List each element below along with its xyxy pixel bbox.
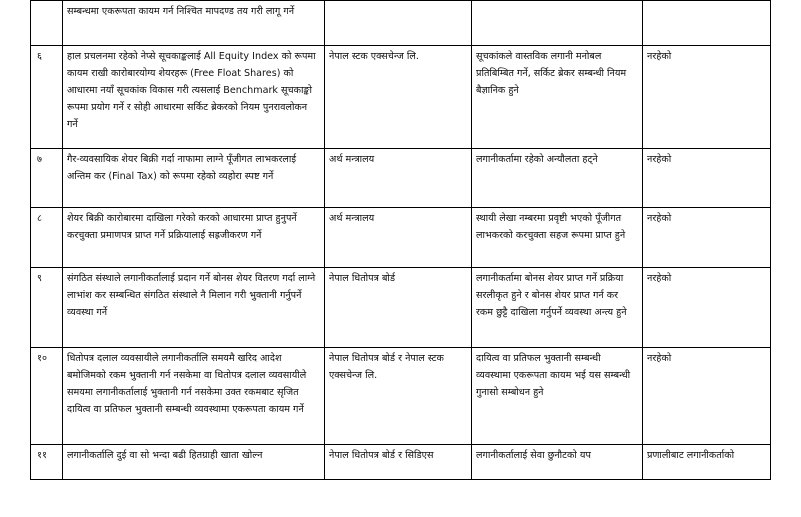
- table-row: [31, 149, 771, 208]
- table-row: [31, 46, 771, 149]
- status-cell: [643, 1, 771, 46]
- agency-cell: [325, 1, 472, 46]
- status-cell: नरहेको: [643, 348, 771, 445]
- table-row: [31, 208, 771, 268]
- serial-number: ९: [31, 268, 63, 348]
- result-cell: लगानीकर्तामा बोनस शेयर प्राप्त गर्ने प्रक्रिया सरलीकृत हुने र बोनस शेयर प्राप्त गर्न कर रकम छुट्टै दाखिला गर्नुपर्ने व्यवस्था अन्त्य हुने: [472, 268, 643, 348]
- agency-cell: अर्थ मन्त्रालय: [325, 149, 472, 208]
- result-cell: दायित्व वा प्रतिफल भुक्तानी सम्बन्धी व्यवस्थामा एकरूपता कायम भई यस सम्बन्धी गुनासो सम्बोधन हुने: [472, 348, 643, 445]
- serial-number: १०: [31, 348, 63, 445]
- result-cell: सूचकांकले वास्तविक लगानी मनोबल प्रतिबिम्बित गर्ने, सर्किट ब्रेकर सम्बन्धी नियम बैज्ञानिक हुने: [472, 46, 643, 149]
- serial-number: ८: [31, 208, 63, 268]
- agency-cell: नेपाल धितोपत्र बोर्ड र सिडिएस: [325, 445, 472, 480]
- issue-cell: धितोपत्र दलाल व्यवसायीले लगानीकर्तालि समयमै खरिद आदेश बमोजिमको रकम भुक्तानी गर्न नसकेमा वा धितोपत्र दलाल व्यवसायीले समयमा लगानीकर्तालाई भुक्तानी गर्न नसकेमा उक्त रकमबाट सृजित दायित्व वा प्रतिफल भुक्तानी सम्बन्धी व्यवस्थामा एकरूपता कायम गर्ने: [63, 348, 325, 445]
- table-row: [31, 1, 771, 46]
- result-cell: [472, 1, 643, 46]
- status-cell: नरहेको: [643, 268, 771, 348]
- table-row: [31, 445, 771, 480]
- table-row: [31, 268, 771, 348]
- agency-cell: नेपाल स्टक एक्सचेन्ज लि.: [325, 46, 472, 149]
- serial-number: ७: [31, 149, 63, 208]
- status-cell: प्रणालीबाट लगानीकर्ताको: [643, 445, 771, 480]
- issue-cell: हाल प्रचलनमा रहेको नेप्से सूचकाङ्कलाई All Equity Index को रूपमा कायम राखी कारोबारयोग्य शेयरहरू (Free Float Shares) को आधारमा नयाँ सूचकांक विकास गरी त्यसलाई Benchmark सूचकाङ्को रूपमा प्रयोग गर्ने र सोही आधारमा सर्किट ब्रेकरको नियम पुनरावलोकन गर्ने: [63, 46, 325, 149]
- serial-number: ६: [31, 46, 63, 149]
- table-row: [31, 348, 771, 445]
- result-cell: लगानीकर्तामा रहेको अन्यौलता हट्ने: [472, 149, 643, 208]
- issue-cell: सम्बन्धमा एकरूपता कायम गर्न निश्चित मापदण्ड तय गरी लागू गर्ने: [63, 1, 325, 46]
- agency-cell: नेपाल धितोपत्र बोर्ड: [325, 268, 472, 348]
- agency-cell: अर्थ मन्त्रालय: [325, 208, 472, 268]
- issue-cell: गैर-व्यवसायिक शेयर बिक्री गर्दा नाफामा लाग्ने पूँजीगत लाभकरलाई अन्तिम कर (Final Tax) को रूपमा रहेको व्यहोरा स्पष्ट गर्ने: [63, 149, 325, 208]
- status-cell: नरहेको: [643, 208, 771, 268]
- status-cell: नरहेको: [643, 149, 771, 208]
- result-cell: लगानीकर्तालाई सेवा छुनौटको यप: [472, 445, 643, 480]
- issue-cell: संगठित संस्थाले लगानीकर्तालाई प्रदान गर्ने बोनस शेयर वितरण गर्दा लाग्ने लाभांश कर सम्बन्धित संगठित संस्थाले नै मिलान गरी भुक्तानी गर्नुपर्ने व्यवस्था गर्ने: [63, 268, 325, 348]
- issue-cell: लगानीकर्तालि दुई वा सो भन्दा बढी हितग्राही खाता खोल्न: [63, 445, 325, 480]
- status-cell: नरहेको: [643, 46, 771, 149]
- serial-number: [31, 1, 63, 46]
- result-cell: स्थायी लेखा नम्बरमा प्रवृष्टी भएको पूँजीगत लाभकरको करचुक्ता सहज रूपमा प्राप्त हुने: [472, 208, 643, 268]
- issue-cell: शेयर बिक्री कारोबारमा दाखिला गरेको करको आधारमा प्राप्त हुनुपर्ने करचुक्ता प्रमाणपत्र प्राप्त गर्ने प्रक्रियालाई सह्रजीकरण गर्ने: [63, 208, 325, 268]
- agency-cell: नेपाल धितोपत्र बोर्ड र नेपाल स्टक एक्सचेन्ज लि.: [325, 348, 472, 445]
- serial-number: ११: [31, 445, 63, 480]
- policy-table: [30, 0, 771, 480]
